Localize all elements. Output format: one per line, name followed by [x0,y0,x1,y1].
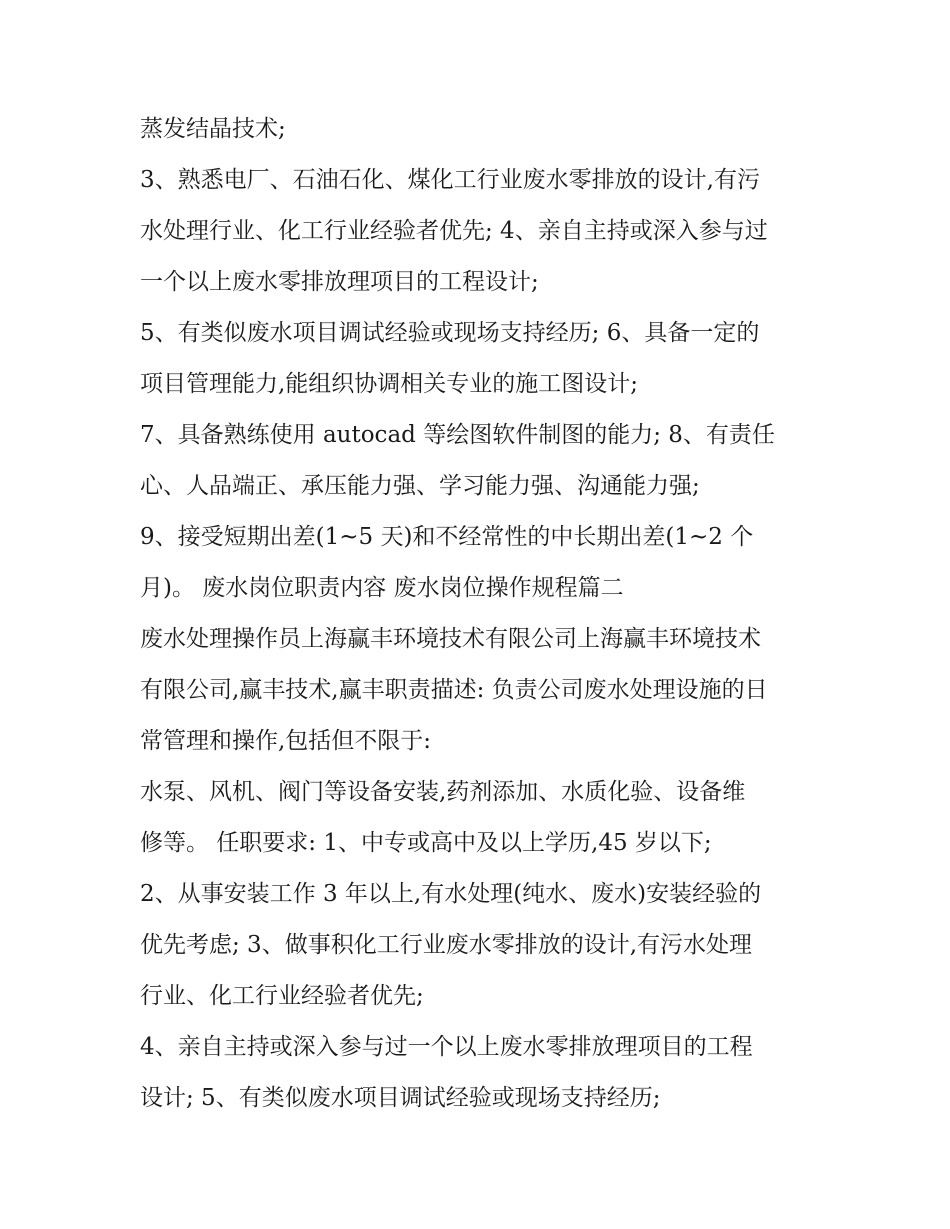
text-line: 行业、化工行业经验者优先; [140,983,424,1009]
text-line: 优先考虑; 3、做事积化工行业废水零排放的设计,有污水处理 [140,932,753,958]
text-line: 修等。 任职要求: 1、中专或高中及以上学历,45 岁以下; [140,830,712,856]
text-line: 水泵、风机、阀门等设备安装,药剂添加、水质化验、设备维 [140,779,746,805]
text-line: 5、有类似废水项目调试经验或现场支持经历; 6、具备一定的 [140,320,760,346]
text-line: 有限公司,赢丰技术,赢丰职责描述: 负责公司废水处理设施的日 [140,677,768,703]
text-line: 2、从事安装工作 3 年以上,有水处理(纯水、废水)安装经验的 [140,881,762,907]
text-line: 9、接受短期出差(1~5 天)和不经常性的中长期出差(1~2 个 [140,524,754,550]
text-line: 4、亲自主持或深入参与过一个以上废水零排放理项目的工程 [140,1034,753,1060]
text-line: 设计; 5、有类似废水项目调试经验或现场支持经历; [140,1085,661,1111]
text-line: 月)。 废水岗位职责内容 废水岗位操作规程篇二 [140,575,624,601]
document-body [140,108,830,1128]
text-line: 废水处理操作员上海赢丰环境技术有限公司上海赢丰环境技术 [140,626,761,652]
text-line: 项目管理能力,能组织协调相关专业的施工图设计; [140,371,639,397]
text-line: 7、具备熟练使用 autocad 等绘图软件制图的能力; 8、有责任 [140,422,775,448]
text-line: 一个以上废水零排放理项目的工程设计; [140,269,539,295]
text-line: 3、熟悉电厂、石油石化、煤化工行业废水零排放的设计,有污 [140,167,760,193]
text-line: 常管理和操作,包括但不限于: [140,728,432,754]
text-line: 蒸发结晶技术; [140,116,286,142]
text-line: 水处理行业、化工行业经验者优先; 4、亲自主持或深入参与过 [140,218,768,244]
text-line: 心、人品端正、承压能力强、学习能力强、沟通能力强; [140,473,700,499]
